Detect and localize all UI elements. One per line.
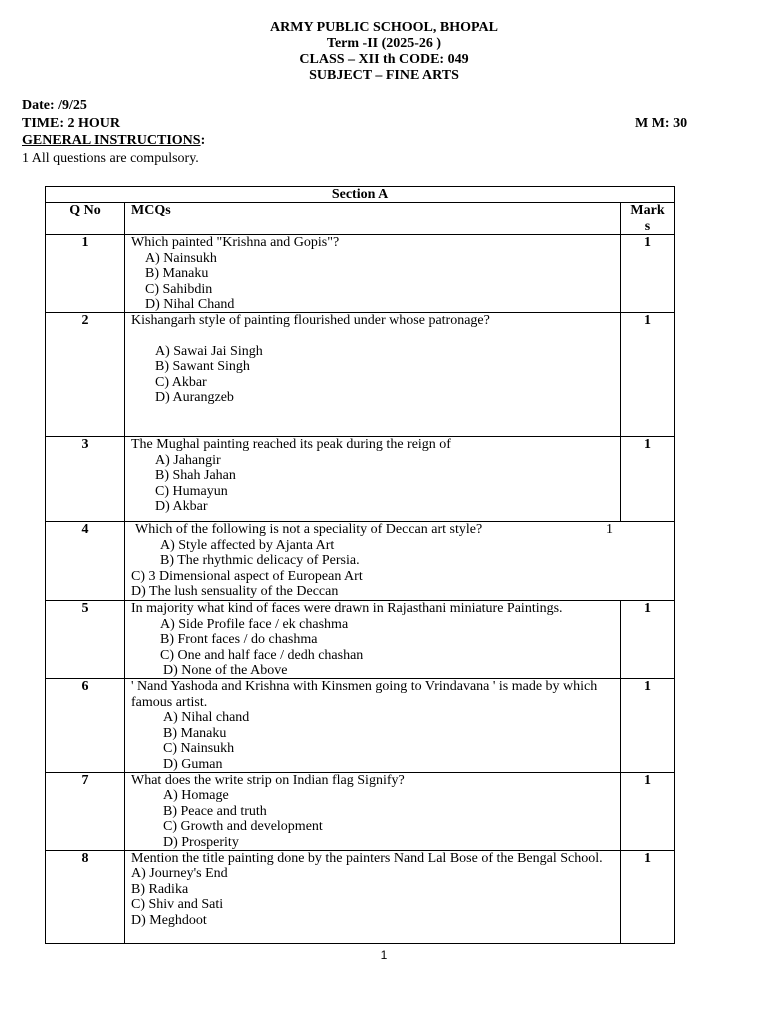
option-b: B) Shah Jahan — [155, 468, 236, 484]
option-b: B) Sawant Singh — [155, 359, 250, 375]
question-marks: 1 — [621, 313, 675, 437]
option-c: C) Humayun — [155, 483, 228, 499]
col-header-marks-line2: s — [644, 218, 651, 234]
instruction-1: 1 All questions are compulsory. — [22, 151, 199, 166]
question-cell — [125, 522, 675, 601]
option-d: D) Nihal Chand — [145, 297, 235, 313]
option-a: A) Jahangir — [155, 452, 221, 468]
question-text: What does the write strip on Indian flag Signify? — [131, 772, 405, 788]
question-number: 4 — [46, 522, 125, 601]
question-marks: 1 — [621, 235, 675, 313]
question-number: 3 — [46, 437, 125, 522]
option-a: A) Side Profile face / ek chashma — [160, 616, 349, 632]
option-a: A) Style affected by Ajanta Art — [160, 537, 335, 553]
option-d: D) Aurangzeb — [155, 390, 234, 406]
exam-date: Date: /9/25 — [22, 98, 87, 113]
table-row — [46, 437, 675, 522]
instructions-heading — [22, 133, 205, 149]
option-a: A) Sawai Jai Singh — [155, 343, 263, 359]
questions-table — [45, 186, 675, 944]
option-c: C) 3 Dimensional aspect of European Art — [131, 568, 363, 584]
col-header-marks-line1: Mark — [630, 203, 665, 219]
option-c: C) Sahibdin — [145, 281, 213, 297]
option-c: C) Akbar — [155, 374, 207, 390]
question-number: 8 — [46, 850, 125, 943]
term-title: Term -II (2025-26 ) — [326, 36, 442, 51]
question-cell — [125, 601, 621, 679]
table-row — [46, 772, 675, 850]
question-text: ' Nand Yashoda and Krishna with Kinsmen going to Vrindavana ' is made by which famous artist. — [131, 679, 598, 710]
max-marks: M M: 30 — [635, 116, 688, 131]
table-row — [46, 850, 675, 943]
question-text: In majority what kind of faces were drawn in Rajasthani miniature Paintings. — [131, 601, 563, 617]
instructions-heading-text: GENERAL INSTRUCTIONS — [22, 133, 201, 148]
question-marks: 1 — [621, 772, 675, 850]
option-b: B) Radika — [131, 881, 189, 897]
table-row — [46, 235, 675, 313]
question-marks: 1 — [621, 850, 675, 943]
option-c: C) Nainsukh — [163, 741, 235, 757]
col-header-marks — [621, 203, 675, 235]
option-d: D) The lush sensuality of the Deccan — [131, 584, 339, 600]
question-marks: 1 — [621, 437, 675, 522]
question-number: 2 — [46, 313, 125, 437]
question-marks: 1 — [621, 679, 675, 772]
section-row — [46, 187, 675, 203]
question-cell — [125, 679, 621, 772]
question-cell — [125, 772, 621, 850]
subject-title: SUBJECT – FINE ARTS — [309, 68, 459, 83]
option-a: A) Nihal chand — [163, 710, 250, 726]
option-b: B) Manaku — [145, 266, 209, 282]
question-number: 5 — [46, 601, 125, 679]
question-marks: 1 — [606, 522, 613, 538]
col-header-mcqs: MCQs — [125, 203, 621, 235]
option-c: C) Growth and development — [163, 819, 323, 835]
exam-time: TIME: 2 HOUR — [22, 116, 120, 131]
header-row — [46, 203, 675, 235]
table-row — [46, 522, 675, 601]
question-cell — [125, 235, 621, 313]
option-b: B) Front faces / do chashma — [160, 632, 318, 648]
table-row — [46, 313, 675, 437]
school-name: ARMY PUBLIC SCHOOL, BHOPAL — [270, 20, 498, 35]
question-number: 7 — [46, 772, 125, 850]
option-d: D) Guman — [163, 756, 223, 772]
option-a: A) Journey's End — [131, 866, 228, 882]
option-a: A) Nainsukh — [145, 250, 217, 266]
question-text: Mention the title painting done by the painters Nand Lal Bose of the Bengal School. — [131, 850, 603, 866]
option-d: D) Meghdoot — [131, 912, 207, 928]
page-number: 1 — [380, 948, 388, 962]
question-marks: 1 — [621, 601, 675, 679]
section-title: Section A — [46, 187, 675, 203]
option-d: D) Prosperity — [163, 834, 239, 850]
question-text-line — [131, 522, 617, 537]
option-b: B) Peace and truth — [163, 803, 267, 819]
option-c: C) One and half face / dedh chashan — [160, 647, 364, 663]
option-c: C) Shiv and Sati — [131, 897, 224, 913]
option-d: D) None of the Above — [163, 663, 288, 679]
option-b: B) Manaku — [163, 725, 227, 741]
question-cell — [125, 313, 621, 437]
col-header-qno: Q No — [46, 203, 125, 235]
table-row — [46, 601, 675, 679]
question-text: Which of the following is not a speciality of Deccan art style? — [135, 522, 483, 538]
question-cell — [125, 850, 621, 943]
option-d: D) Akbar — [155, 499, 208, 515]
question-text: Which painted "Krishna and Gopis"? — [131, 235, 340, 251]
question-text: The Mughal painting reached its peak during the reign of — [131, 437, 451, 453]
question-cell — [125, 437, 621, 522]
question-number: 6 — [46, 679, 125, 772]
question-text: Kishangarh style of painting flourished under whose patronage? — [131, 313, 490, 329]
table-row — [46, 679, 675, 772]
instructions-heading-colon: : — [200, 133, 206, 148]
question-number: 1 — [46, 235, 125, 313]
option-b: B) The rhythmic delicacy of Persia. — [160, 553, 360, 569]
option-a: A) Homage — [163, 788, 229, 804]
class-code: CLASS – XII th CODE: 049 — [299, 52, 469, 67]
